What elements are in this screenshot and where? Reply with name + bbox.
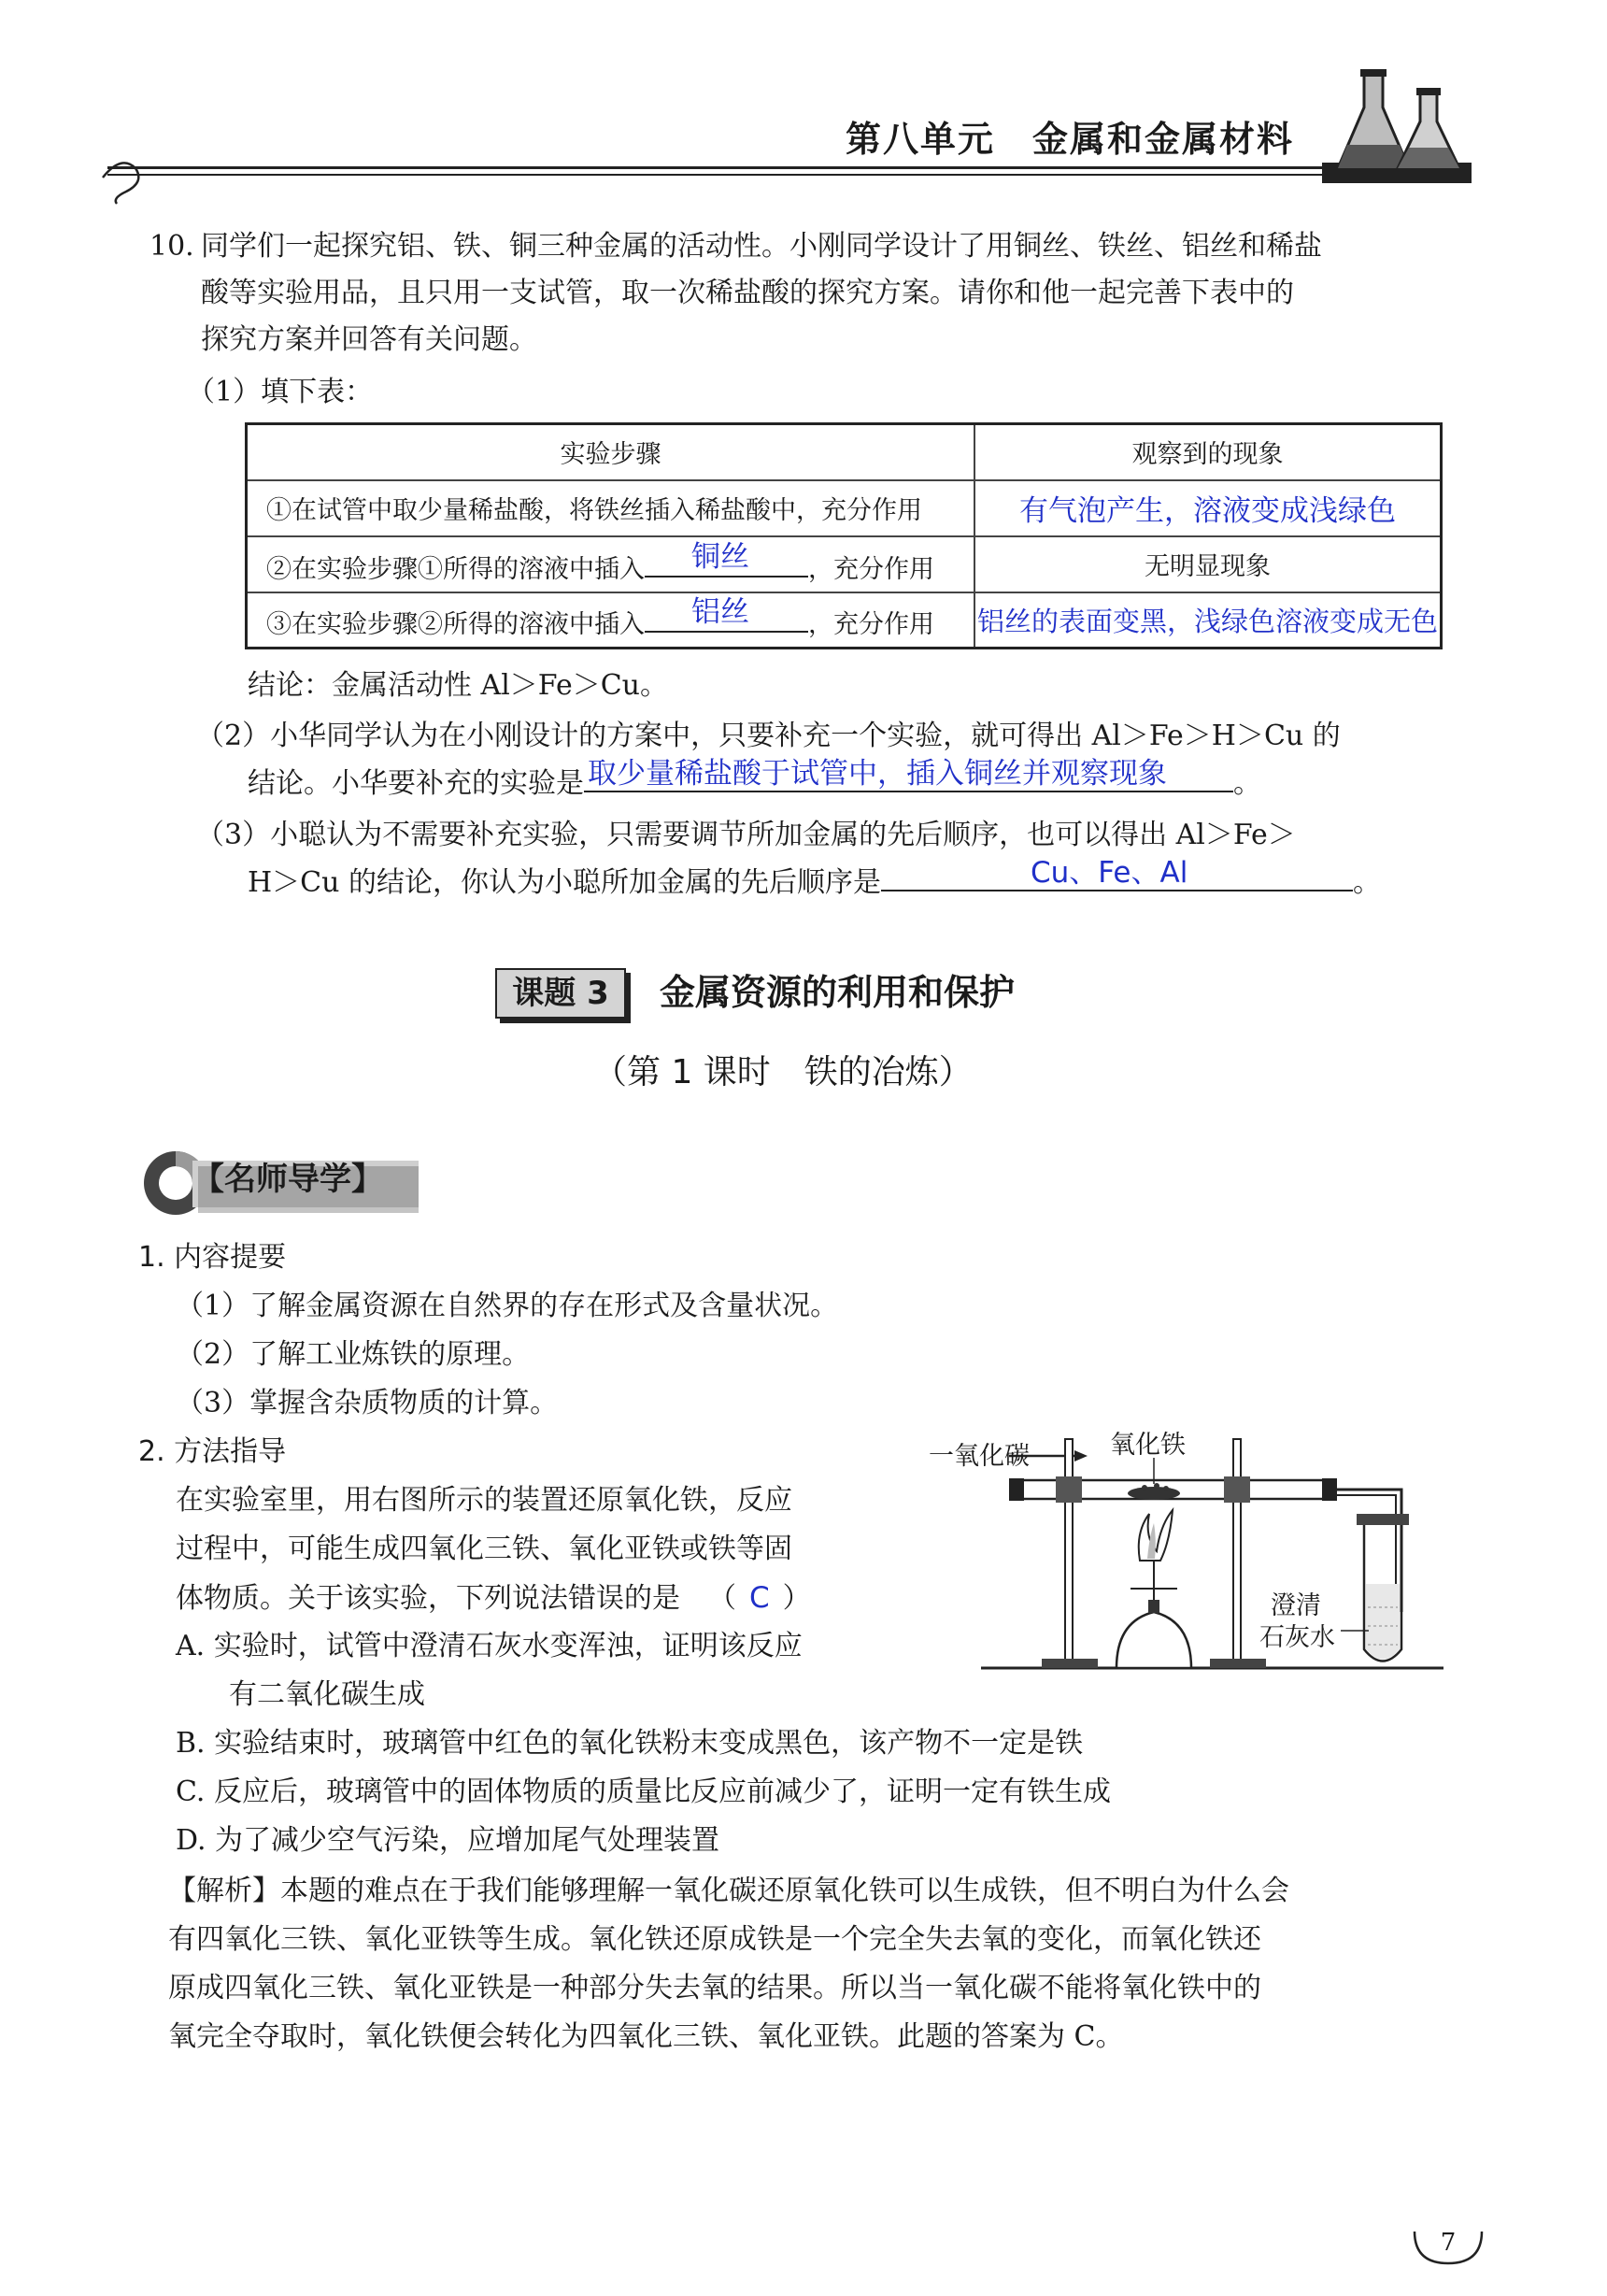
part2-answer: 取少量稀盐酸于试管中，插入铜丝并观察现象: [588, 757, 1167, 791]
section2-line3: 体物质。关于该实验，下列说法错误的是: [176, 1582, 680, 1615]
analysis-line4: 氧完全夺取时，氧化铁便会转化为四氧化三铁、氧化亚铁。此题的答案为 C。: [168, 2020, 1124, 2053]
conclusion: 结论：金属活动性 Al＞Fe＞Cu。: [248, 669, 668, 702]
option-a-line2: 有二氧化碳生成: [229, 1678, 425, 1711]
section1-item: （3）掌握含杂质物质的计算。: [176, 1387, 559, 1419]
section1-item: （1）了解金属资源在自然界的存在形式及含量状况。: [176, 1290, 839, 1322]
option-a-line1: A. 实验时，试管中澄清石灰水变浑浊，证明该反应: [176, 1630, 803, 1662]
analysis-line3: 原成四氧化三铁、氧化亚铁是一种部分失去氧的结果。所以当一氧化碳不能将氧化铁中的: [168, 1972, 1261, 2004]
question-stem-line3: 探究方案并回答有关问题。: [201, 323, 537, 356]
table-row: [247, 480, 1442, 536]
table-header-steps: 实验步骤: [247, 424, 974, 480]
analysis-line1: 【解析】本题的难点在于我们能够理解一氧化碳还原氧化铁可以生成铁，但不明白为什么会: [168, 1875, 1289, 1907]
row3-step-suffix: ，充分作用: [808, 610, 934, 640]
section2-line1: 在实验室里，用右图所示的装置还原氧化铁，反应: [176, 1484, 792, 1517]
header-rule-thin: [107, 174, 1434, 176]
lesson-number-box: 课题 3: [495, 968, 626, 1019]
figure-label-iron-oxide: 氧化铁: [1110, 1431, 1186, 1460]
question-stem-line2: 酸等实验用品，且只用一支试管，取一次稀盐酸的探究方案。请你和他一起完善下表中的: [201, 277, 1294, 309]
flask-icon: [1336, 65, 1486, 187]
row3-fill-answer: 铝丝: [691, 595, 749, 630]
part2-end: 。: [1233, 767, 1261, 800]
part2-line2: 结论。小华要补充的实验是: [248, 767, 584, 800]
lesson-subtitle: （第 1 课时 铁的冶炼）: [593, 1053, 973, 1091]
table-header-row: [247, 424, 1442, 480]
option-c: C. 反应后，玻璃管中的固体物质的质量比反应前减少了，证明一定有铁生成: [176, 1775, 1111, 1808]
row2-observation: 无明显现象: [974, 536, 1442, 592]
table-header-observation: 观察到的现象: [974, 424, 1442, 480]
part2-line1: （2）小华同学认为在小刚设计的方案中，只要补充一个实验，就可得出 Al＞Fe＞H＞Cu 的: [196, 720, 1341, 752]
option-d: D. 为了减少空气污染，应增加尾气处理装置: [176, 1824, 720, 1857]
header-rule: [107, 166, 1434, 169]
option-b: B. 实验结束时，玻璃管中红色的氧化铁粉末变成黑色，该产物不一定是铁: [176, 1727, 1084, 1760]
row2-fill-answer: 铜丝: [691, 539, 749, 574]
section1-item: （2）了解工业炼铁的原理。: [176, 1338, 531, 1371]
row1-observation-answer: 有气泡产生，溶液变成浅绿色: [1018, 494, 1396, 528]
part2-blank: [584, 759, 1233, 792]
row2-step-suffix: ，充分作用: [808, 554, 934, 584]
section2-line2: 过程中，可能生成四氧化三铁、氧化亚铁或铁等固: [176, 1533, 792, 1565]
row2-blank: [645, 539, 808, 578]
question-stem-line1: 同学们一起探究铝、铁、铜三种金属的活动性。小刚同学设计了用铜丝、铁丝、铝丝和稀盐: [201, 230, 1322, 263]
row3-step-prefix: ③在实验步骤②所得的溶液中插入: [266, 610, 645, 640]
part3-end: 。: [1352, 866, 1381, 899]
answer-paren-open: （: [708, 1582, 736, 1615]
row1-step: ①在试管中取少量稀盐酸，将铁丝插入稀盐酸中，充分作用: [247, 480, 974, 536]
part3-line1: （3）小聪认为不需要补充实验，只需要调节所加金属的先后顺序，也可以得出 Al＞Fe＞: [196, 819, 1296, 851]
choice-answer: C: [749, 1581, 770, 1615]
question-number: 10.: [149, 230, 194, 263]
section2-title: 2. 方法指导: [138, 1435, 287, 1468]
lesson-title: 金属资源的利用和保护: [660, 972, 1016, 1013]
analysis-line2: 有四氧化三铁、氧化亚铁等生成。氧化铁还原成铁是一个完全失去氧的变化，而氧化铁还: [168, 1923, 1261, 1956]
row3-observation-answer: 铝丝的表面变黑，浅绿色溶液变成无色: [976, 605, 1438, 637]
table-row: [247, 592, 1442, 649]
section1-title: 1. 内容提要: [138, 1241, 287, 1274]
header-swirl-icon: [93, 150, 149, 206]
unit-title: 第八单元 金属和金属材料: [846, 118, 1295, 160]
table-row: [247, 536, 1442, 592]
part1-label: （1）填下表：: [187, 376, 374, 408]
row3-blank: [645, 595, 808, 633]
figure-label-limewater-2: 石灰水: [1259, 1623, 1335, 1652]
part3-blank: [881, 858, 1353, 891]
answer-paren-close: ）: [782, 1582, 811, 1615]
page-number: 7: [1440, 2229, 1457, 2257]
part3-line2: H＞Cu 的结论，你认为小聪所加金属的先后顺序是: [248, 866, 881, 899]
experiment-table: [245, 422, 1443, 649]
figure-label-limewater-1: 澄清: [1271, 1591, 1321, 1620]
figure-label-co: 一氧化碳: [929, 1442, 1030, 1471]
row2-step-prefix: ②在实验步骤①所得的溶液中插入: [266, 554, 645, 584]
guide-badge-label: 【名师导学】: [192, 1161, 383, 1198]
part3-answer: Cu、Fe、Al: [1030, 856, 1188, 890]
